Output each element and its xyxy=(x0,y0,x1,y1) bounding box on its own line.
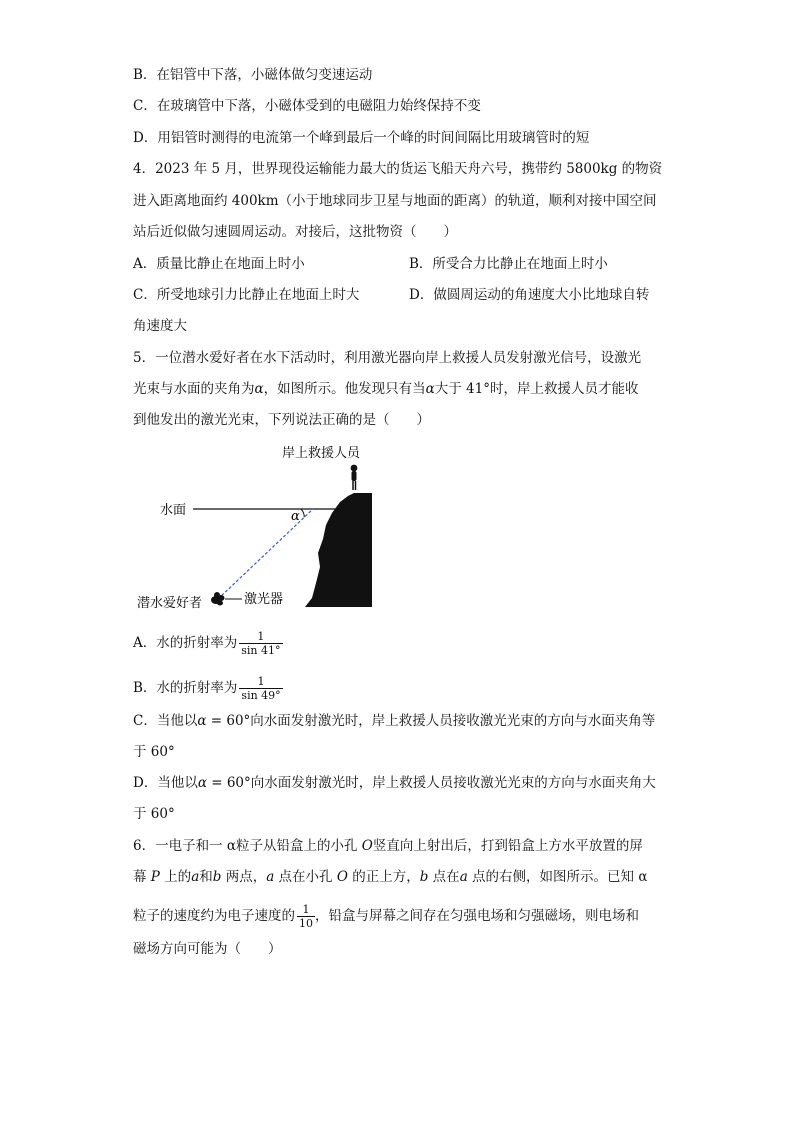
alpha-symbol: α xyxy=(197,713,207,729)
q6-text: 点在小孔 xyxy=(274,869,337,885)
q5-stem-line-2 xyxy=(133,380,638,398)
q5-stem-text: 大于 41°时，岸上救援人员才能收 xyxy=(434,381,639,397)
q3-option-c: C．在玻璃管中下落，小磁体受到的电磁阻力始终保持不变 xyxy=(133,98,481,114)
water-surface-label: 水面 xyxy=(160,503,187,518)
alpha-symbol: α xyxy=(197,775,207,791)
alpha-symbol: α xyxy=(425,381,435,397)
fraction xyxy=(239,675,282,702)
q6-text: 和 xyxy=(199,869,213,885)
q6-stem-line-3 xyxy=(133,903,639,930)
q3-option-d: D．用铝管时测得的电流第一个峰到最后一个峰的时间间隔比用玻璃管时的短 xyxy=(133,130,590,146)
rescuer-person-icon xyxy=(351,465,358,490)
q4-option-a: A．质量比静止在地面上时小 xyxy=(133,256,305,272)
q5-stem-text: ，如图所示。他发现只有当 xyxy=(263,381,426,397)
q5-stem-line-3: 到他发出的激光光束，下列说法正确的是（ ） xyxy=(133,412,430,428)
q5-option-c xyxy=(133,712,655,730)
shore-cliff xyxy=(305,493,372,607)
fraction-numerator: 1 xyxy=(257,630,265,643)
q5-option-a-text: A．水的折射率为 xyxy=(133,635,238,651)
diver-label: 潜水爱好者 xyxy=(137,596,203,611)
laser-refraction-figure xyxy=(120,435,400,615)
point-b: b xyxy=(419,869,429,885)
rescuer-label: 岸上救援人员 xyxy=(282,446,361,461)
q4-stem-line-1: 4．2023 年 5 月，世界现役运输能力最大的货运飞船天舟六号，携带约 5800kg 的物资 xyxy=(133,161,663,177)
q4-stem-line-2: 进入距离地面约 400km（小于地球同步卫星与地面的距离）的轨道，顺利对接中国空间 xyxy=(133,193,657,209)
q4-option-d-cont: 角速度大 xyxy=(133,318,187,334)
q5-option-b-text: B．水的折射率为 xyxy=(133,680,238,696)
screen-p: P xyxy=(150,869,160,885)
point-a: a xyxy=(266,869,275,885)
q6-text: 上的 xyxy=(159,869,192,885)
q5-option-d xyxy=(133,774,656,792)
fraction-numerator: 1 xyxy=(257,675,265,688)
q6-stem-line-1 xyxy=(133,837,643,855)
point-a: a xyxy=(191,869,200,885)
q6-stem-line-4: 磁场方向可能为（ ） xyxy=(133,941,282,957)
laser-label: 激光器 xyxy=(244,592,284,607)
q6-text: ，铅盒与屏幕之间存在匀强电场和匀强磁场，则电场和 xyxy=(315,908,639,924)
q6-text: 6．一电子和一 α粒子从铅盒上的小孔 xyxy=(133,838,362,854)
angle-arc xyxy=(301,509,304,517)
q5-option-b xyxy=(133,675,283,702)
q4-option-b: B．所受合力比静止在地面上时小 xyxy=(409,256,608,272)
q5-stem-line-1: 5．一位潜水爱好者在水下活动时，利用激光器向岸上救援人员发射激光信号，设激光 xyxy=(133,350,642,366)
q6-text: 点在 xyxy=(428,869,460,885)
q5-stem-text: 光束与水面的夹角为 xyxy=(133,381,255,397)
alpha-label: α xyxy=(291,509,300,524)
fraction-denominator: sin 49° xyxy=(241,689,281,702)
q6-text: 两点， xyxy=(221,869,267,885)
q4-option-d: D．做圆周运动的角速度大小比地球自转 xyxy=(409,287,650,303)
point-a: a xyxy=(459,869,468,885)
q6-text: 竖直向上射出后，打到铅盒上方水平放置的屏 xyxy=(372,838,643,854)
q5-option-d-text: = 60°向水面发射激光时，岸上救援人员接收激光光束的方向与水面夹角大 xyxy=(206,775,656,791)
fraction xyxy=(239,630,282,657)
q5-option-d-cont: 于 60° xyxy=(133,806,175,822)
q4-option-c: C．所受地球引力比静止在地面上时大 xyxy=(133,287,360,303)
q5-option-a xyxy=(133,630,283,657)
alpha-symbol: α xyxy=(254,381,264,397)
q6-text: 粒子的速度约为电子速度的 xyxy=(133,908,295,924)
q5-option-d-text: D．当他以 xyxy=(133,775,198,791)
fraction xyxy=(297,903,315,930)
q3-option-b: B．在铝管中下落，小磁体做匀变速运动 xyxy=(133,67,373,83)
q6-text: 的正上方， xyxy=(347,869,420,885)
point-o: O xyxy=(336,869,348,885)
q6-text: 幕 xyxy=(133,869,151,885)
fraction-denominator: 10 xyxy=(299,917,313,930)
q5-option-c-cont: 于 60° xyxy=(133,744,175,760)
q6-text: 点的右侧，如图所示。已知 α xyxy=(467,869,648,885)
q5-option-c-text: C．当他以 xyxy=(133,713,198,729)
fraction-numerator: 1 xyxy=(302,903,310,916)
q5-option-c-text: = 60°向水面发射激光时，岸上救援人员接收激光光束的方向与水面夹角等 xyxy=(206,713,656,729)
fraction-denominator: sin 41° xyxy=(241,644,281,657)
q6-stem-line-2 xyxy=(133,868,647,886)
point-b: b xyxy=(212,869,222,885)
point-o: O xyxy=(361,838,373,854)
q4-stem-line-3: 站后近似做匀速圆周运动。对接后，这批物资（ ） xyxy=(133,224,457,240)
